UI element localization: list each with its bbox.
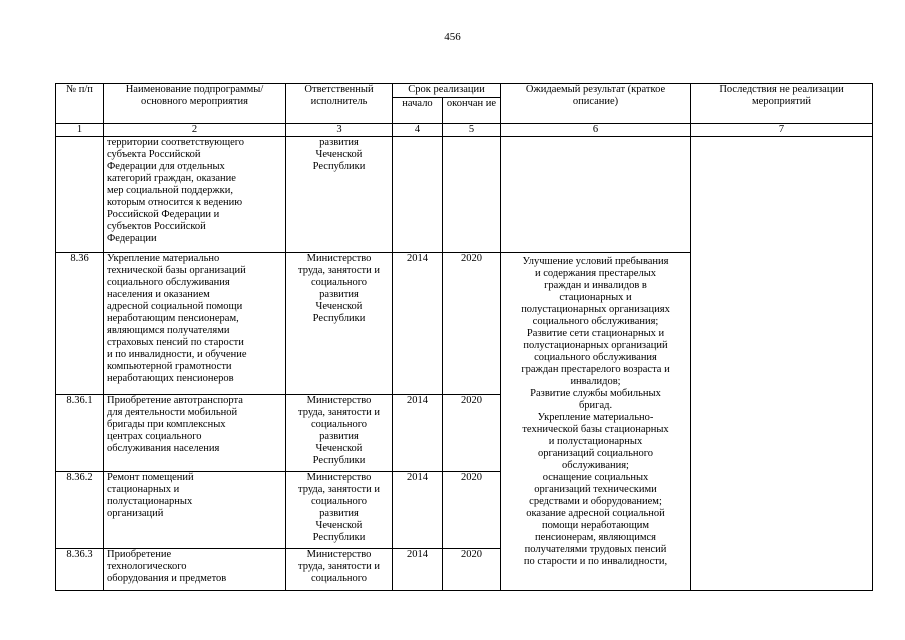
result-line: полустационарных организаций	[523, 340, 668, 351]
row-name-line: компьютерной грамотности	[107, 361, 232, 372]
row-name-line: территории соответствующего	[107, 137, 245, 148]
result-line: полустационарных организациях	[521, 304, 670, 315]
result-line: пенсионерам, являющимся	[535, 532, 656, 543]
column-numbers-row	[56, 124, 873, 137]
row-num: 8.36.1	[56, 395, 104, 472]
row-executor-line: Республики	[312, 161, 366, 172]
row-name-line: стационарных и	[107, 484, 180, 495]
row-executor-line: Республики	[312, 313, 366, 324]
row-name-line: обслуживания населения	[107, 443, 220, 454]
col-number: 2	[104, 124, 286, 137]
row-executor-line: Чеченской	[315, 443, 363, 454]
row-executor-line: Министерство	[306, 253, 372, 264]
row-name-line: оборудования и предметов	[107, 573, 227, 584]
result-line: Развитие службы мобильных	[530, 388, 661, 399]
row-end: 2020	[443, 395, 501, 472]
row-name-line: бригады при комплексных	[107, 419, 226, 430]
row-name-line: субъектов Российской	[107, 221, 206, 232]
result-line: граждан престарелого возраста и	[521, 364, 670, 375]
row-executor-line: развития	[319, 431, 359, 442]
header-end: окончан ие	[443, 98, 501, 124]
row-name-line: мер социальной поддержки,	[107, 185, 233, 196]
result-line: организаций техническими	[534, 484, 657, 495]
result-line: получателями трудовых пенсий	[524, 544, 667, 555]
row-end: 2020	[443, 253, 501, 395]
row-executor-line: Чеченской	[315, 301, 363, 312]
row-name-line: Приобретение	[107, 549, 172, 560]
row-name-line: которым относится к ведению	[107, 197, 243, 208]
col-number: 5	[443, 124, 501, 137]
row-name	[104, 137, 286, 253]
result-line: обслуживания;	[562, 460, 629, 471]
header-consequence: Последствия не реализации мероприятий	[691, 84, 873, 124]
row-executor-line: Министерство	[306, 395, 372, 406]
row-name-line: неработающим пенсионерам,	[107, 313, 239, 324]
row-executor-line: социального	[310, 573, 368, 584]
row-name	[104, 253, 286, 395]
row-name-line: Ремонт помещений	[107, 472, 194, 483]
row-name	[104, 395, 286, 472]
result-line: инвалидов;	[570, 376, 621, 387]
row-result-empty	[501, 137, 691, 253]
header-name: Наименование подпрограммы/ основного мероприятия	[104, 84, 286, 124]
row-start	[393, 137, 443, 253]
row-start: 2014	[393, 395, 443, 472]
row-executor-line: труда, занятости и	[297, 407, 380, 418]
row-end	[443, 137, 501, 253]
row-name-line: страховых пенсий по старости	[107, 337, 244, 348]
row-num: 8.36.3	[56, 549, 104, 591]
result-line: технической базы стационарных	[522, 424, 669, 435]
row-executor	[286, 253, 393, 395]
row-executor-line: Чеченской	[315, 149, 363, 160]
col-number: 6	[501, 124, 691, 137]
row-executor-line: труда, занятости и	[297, 265, 380, 276]
row-name-line: технологического	[107, 561, 187, 572]
result-line: социального обслуживания	[534, 352, 657, 363]
result-line: оказание адресной социальной	[526, 508, 665, 519]
row-name-line: являющимся получателями	[107, 325, 230, 336]
header-executor: Ответственный исполнитель	[286, 84, 393, 124]
row-executor	[286, 549, 393, 591]
row-start: 2014	[393, 253, 443, 395]
row-name-line: социального обслуживания	[107, 277, 230, 288]
row-executor	[286, 395, 393, 472]
row-executor-line: развития	[319, 137, 359, 148]
header-start: начало	[393, 98, 443, 124]
row-name-line: Приобретение автотранспорта	[107, 395, 243, 406]
result-line: Развитие сети стационарных и	[526, 328, 665, 339]
row-name-line: организаций	[107, 508, 164, 519]
row-end: 2020	[443, 549, 501, 591]
result-line: граждан и инвалидов в	[544, 280, 647, 291]
row-name-line: полустационарных	[107, 496, 193, 507]
result-cell	[501, 253, 691, 591]
page-number: 456	[444, 31, 461, 43]
result-text	[504, 253, 687, 568]
row-end: 2020	[443, 472, 501, 549]
row-name	[104, 472, 286, 549]
row-name-line: и по инвалидности, и обучение	[107, 349, 247, 360]
table-row	[56, 137, 873, 253]
row-executor-line: Республики	[312, 532, 366, 543]
row-name-line: населения и оказанием	[107, 289, 210, 300]
header-result: Ожидаемый результат (краткое описание)	[501, 84, 691, 124]
row-name-line: для деятельности мобильной	[107, 407, 238, 418]
row-name-line: Федерации для отдельных	[107, 161, 225, 172]
row-executor-line: труда, занятости и	[297, 561, 380, 572]
row-start: 2014	[393, 549, 443, 591]
row-name-line: технической базы организаций	[107, 265, 246, 276]
row-executor-line: развития	[319, 289, 359, 300]
row-name-line: Российской Федерации и	[107, 209, 220, 220]
row-start: 2014	[393, 472, 443, 549]
result-line: организаций социального	[537, 448, 654, 459]
row-num	[56, 137, 104, 253]
header-period: Срок реализации	[393, 84, 501, 98]
row-executor-line: Республики	[312, 455, 366, 466]
row-name-line: Федерации	[107, 233, 157, 244]
program-table	[55, 83, 873, 591]
result-line: помощи неработающим	[541, 520, 650, 531]
row-executor-line: социального	[310, 496, 368, 507]
result-line: бригад.	[578, 400, 613, 411]
col-number: 7	[691, 124, 873, 137]
result-line: Улучшение условий пребывания	[522, 256, 669, 267]
row-executor-line: социального	[310, 277, 368, 288]
result-line: оснащение социальных	[542, 472, 649, 483]
result-line: социального обслуживания;	[532, 316, 659, 327]
row-executor-line: Чеченской	[315, 520, 363, 531]
result-line: по старости и по инвалидности,	[523, 556, 668, 567]
col-number: 4	[393, 124, 443, 137]
consequence-cell	[691, 137, 873, 591]
row-name-line: центрах социального	[107, 431, 202, 442]
result-line: стационарных и	[559, 292, 632, 303]
row-num: 8.36.2	[56, 472, 104, 549]
row-name-line: Укрепление материально	[107, 253, 220, 264]
col-number: 1	[56, 124, 104, 137]
header-num: № п/п	[56, 84, 104, 124]
row-name	[104, 549, 286, 591]
row-name-line: неработающих пенсионеров	[107, 373, 234, 384]
result-line: средствами и оборудованием;	[529, 496, 662, 507]
row-name-line: адресной социальной помощи	[107, 301, 243, 312]
col-number: 3	[286, 124, 393, 137]
result-line: и полустационарных	[548, 436, 643, 447]
row-num: 8.36	[56, 253, 104, 395]
result-line: Укрепление материально-	[537, 412, 654, 423]
row-executor-line: Министерство	[306, 472, 372, 483]
row-executor-line: Министерство	[306, 549, 372, 560]
row-executor	[286, 137, 393, 253]
row-name-line: категорий граждан, оказание	[107, 173, 236, 184]
row-executor-line: труда, занятости и	[297, 484, 380, 495]
result-line: и содержания престарелых	[535, 268, 657, 279]
row-executor-line: социального	[310, 419, 368, 430]
row-executor-line: развития	[319, 508, 359, 519]
row-name-line: субъекта Российской	[107, 149, 201, 160]
row-executor	[286, 472, 393, 549]
